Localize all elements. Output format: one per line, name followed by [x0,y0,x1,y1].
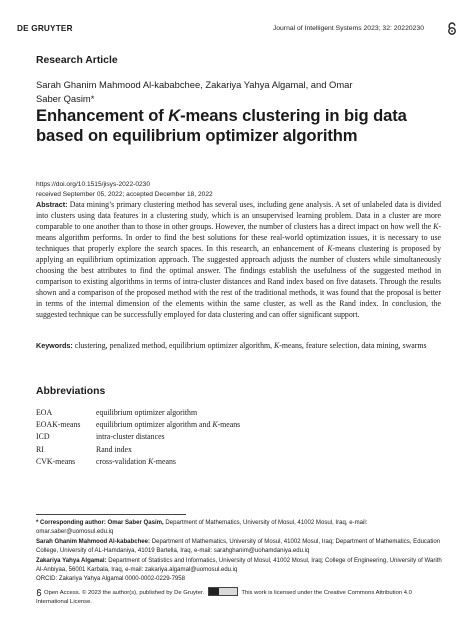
abstract-k-2: K [327,243,333,253]
title-part-2: -means clustering in big data based on equilibrium optimizer algorithm [36,106,407,145]
footnote-divider [36,514,186,515]
open-access-icon [447,22,457,35]
abstract-k-1: K [433,221,439,231]
cc-by-badge-icon[interactable] [208,587,238,596]
keywords-label: Keywords: [36,341,73,350]
abstract-label: Abstract: [36,200,68,209]
abbreviation-row [36,419,240,431]
license-notice [36,588,441,606]
abstract [36,200,441,320]
abbreviation-term: EOAK-means [36,420,81,430]
author-footnotes [36,519,446,585]
abbreviation-definition: equilibrium optimizer algorithm [96,408,198,417]
abbreviation-definition: equilibrium optimizer algorithm and K-means [96,420,241,430]
doi-link[interactable]: https://doi.org/10.1515/jisys-2022-0230 [36,181,150,188]
author-1-affiliation: Sarah Ghanim Mahmood Al-kababchee: Department of Mathematics, University of Mosul, 41002 Mosul, Iraq; Department of Mathematics, Education College, University of AL-Hamdaniya, 41019 Bartella, Iraq, e-mail: sarahghanim@uohamdaniya.edu.iq [36,538,441,555]
abstract-text-2: -means algorithm performs. In order to find the best solutions for these real-world optimization issues, it is necessary to use techniques that properly explore the search spaces. In this research, an enhancement of [36,221,441,253]
abbreviation-term: EOA [36,408,53,417]
abbreviation-row [36,456,240,468]
abbreviations-table [36,407,240,468]
journal-reference: Journal of Intelligent Systems 2023; 32: 20220230 [272,25,424,32]
author-2-affiliation: Zakariya Yahya Algamal: Department of Statistics and Informatics, University of Mosul, 41002 Mosul, Iraq; College of Engineering, University of Warith Al-Anbiyaa, 56001 Karbala, Iraq, e-mail: zakariya.algamal@uomosul.edu.iq [36,557,442,574]
license-text-2: This work is licensed under the Creative Commons Attribution 4.0 International License. [36,590,412,605]
received-accepted-dates: received September 05, 2022; accepted December 18, 2022 [36,190,213,198]
keywords-text-2: -means, feature selection, data mining, swarms [279,341,427,350]
abbreviation-row [36,407,240,419]
keywords [36,341,441,352]
abstract-text-3: -means clustering is proposed by applying an equilibrium optimization approach. The suggested approach adjusts the number of clusters while simultaneously choosing the best attributes to find the optimal answer. The findings establish the usefulness of the suggested method in comparison to existing algorithms in terms of intra-cluster distances and Rand index based on five datasets. Through the results shown and a comparison of the proposed method with the rest of the traditional methods, it was found that the proposal is better in terms of the internal dimension of the elements within the same cluster, as well as the Rand index. In conclusion, the suggested technique can be successfully employed for data clustering and can offer significant support. [36,243,441,319]
license-text-1: Open Access. © 2023 the author(s), published by De Gruyter. [44,590,205,597]
keywords-k: K [274,341,280,350]
article-meta [36,180,213,199]
publisher-name: DE GRUYTER [17,24,73,33]
abbreviation-row [36,444,240,456]
abstract-text-1: Data mining’s primary clustering method has several uses, including gene analysis. A set of unlabeled data is divided into clusters using data features in a clustering study, which is an unsupervised learning problem. Data in a cluster are more comparable to one another than to those in other groups. However, the number of clusters has a direct impact on how well the [36,200,441,231]
abbreviation-definition: intra-cluster distances [96,432,165,442]
corresponding-author-note: * Corresponding author: Omar Saber Qasim, Department of Mathematics, University of Mosul, 41002 Mosul, Iraq, e-mail: omar.saber@uomosul.edu.iq [36,520,368,536]
abbreviation-definition: cross-validation K-means [96,456,176,466]
title-k-italic: K [168,106,181,125]
keywords-text-1: clustering, penalized method, equilibrium optimizer algorithm, [72,341,275,350]
abbreviation-term: ICD [36,432,50,442]
abbreviation-term: RI [36,444,44,454]
orcid-line: ORCID: Zakariya Yahya Algamal 0000-0002-0229-7958 [36,576,186,583]
open-access-icon [36,589,42,596]
article-title [36,106,436,146]
abbreviation-term: CVK-means [36,456,76,466]
abbreviation-row [36,431,240,443]
title-part-1: Enhancement of [36,106,169,125]
abbreviations-heading: Abbreviations [36,386,106,397]
author-list: Sarah Ghanim Mahmood Al-kababchee, Zakariya Yahya Algamal, and Omar Saber Qasim* [36,79,353,104]
article-type: Research Article [36,55,118,66]
abbreviation-definition: Rand index [96,444,132,454]
